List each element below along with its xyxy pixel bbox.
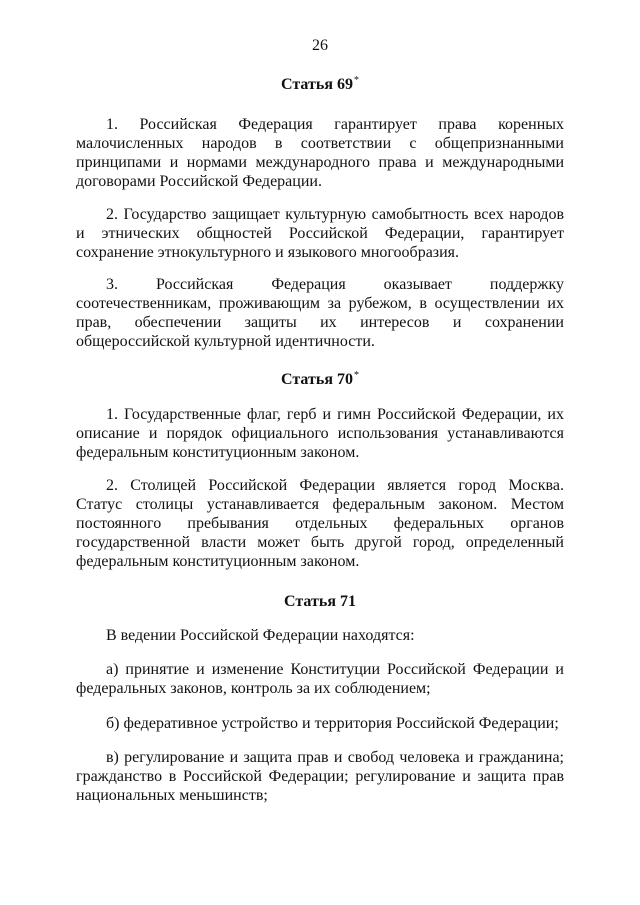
article-69-heading xyxy=(76,75,564,95)
article-69-paragraph-1: 1. Российская Федерация гарантирует права коренных малочисленных народов в соответствии с общепризнанными принципами и нормами международного права и международными договорами Российской Федерации. xyxy=(76,116,564,190)
article-71-intro: В ведении Российской Федерации находятся: xyxy=(106,627,415,644)
article-70-paragraph-2: 2. Столицей Российской Федерации является город Москва. Статус столицы устанавливается федеральным законом. Местом постоянного пребывания отдельных федеральных органов государственной власти может быть другой город, определенный федеральным конституционным законом. xyxy=(76,477,564,570)
article-69-paragraph-2: 2. Государство защищает культурную самобытность всех народов и этнических общностей Российской Федерации, гарантирует сохранение этнокультурного и языкового многообразия. xyxy=(76,206,564,261)
article-70-heading xyxy=(76,370,564,390)
footnote-mark: * xyxy=(353,370,359,381)
article-71-item-a: а) принятие и изменение Конституции Российской Федерации и федеральных законов, контроль за их соблюдением; xyxy=(76,661,564,697)
article-title: Статья 69 xyxy=(281,76,353,93)
article-title: Статья 71 xyxy=(284,593,356,610)
page-number: 26 xyxy=(312,37,328,54)
article-71-item-c: в) регулирование и защита прав и свобод человека и гражданина; гражданство в Российской Федерации; регулирование и защита прав национальных меньшинств; xyxy=(76,749,564,804)
article-69-paragraph-3: 3. Российская Федерация оказывает поддержку соотечественникам, проживающим за рубежом, в осуществлении их прав, обеспечении защиты их интересов и сохранении общероссийской культурной идентичности. xyxy=(76,276,564,350)
footnote-mark: * xyxy=(353,75,359,86)
article-70-paragraph-1: 1. Государственные флаг, герб и гимн Российской Федерации, их описание и порядок официального использования устанавливаются федеральным конституционным законом. xyxy=(76,406,564,461)
article-71-heading xyxy=(76,592,564,612)
article-title: Статья 70 xyxy=(281,371,353,388)
article-71-item-b: б) федеративное устройство и территория Российской Федерации; xyxy=(106,715,559,732)
